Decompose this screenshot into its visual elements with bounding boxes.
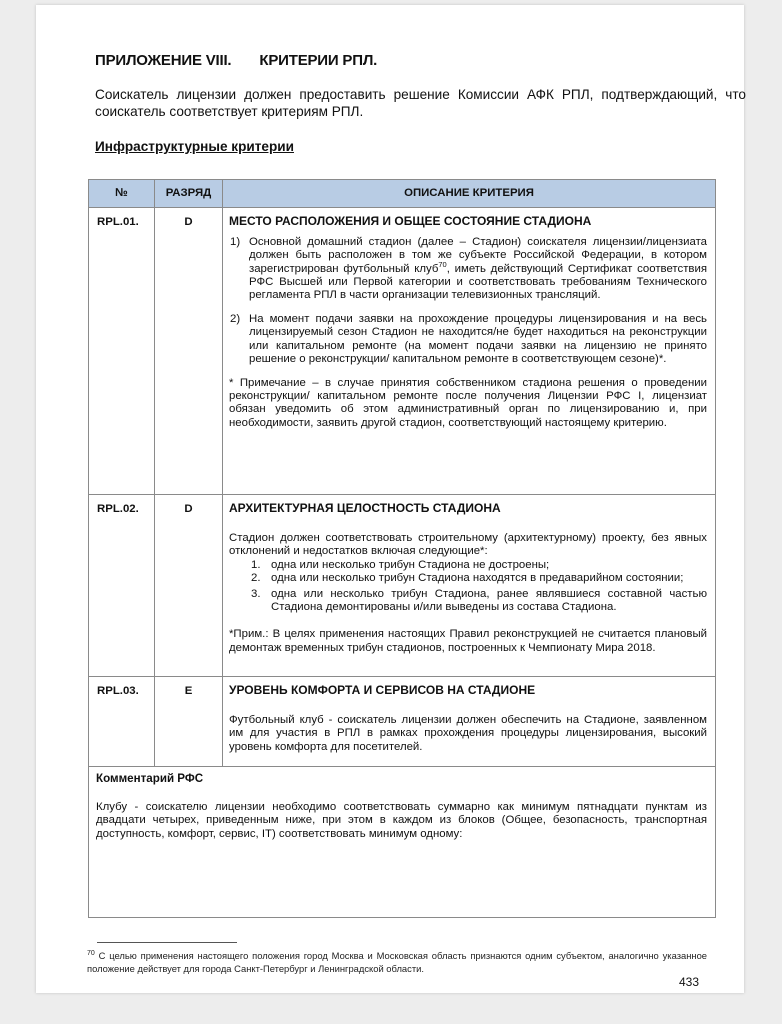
appendix-title: КРИТЕРИИ РПЛ.: [259, 52, 378, 69]
item-text-part: Основной домашний стадион (далее – Стадион) соискателя лицензии/лицензиата должен быть расположен в том же субъекте Российской Федерации, в котором зарегистрирован футбольный клуб: [249, 236, 707, 275]
list-item: [251, 588, 707, 614]
section-heading: Инфраструктурные критерии: [95, 139, 294, 154]
criterion-category: D: [155, 208, 223, 495]
item-text: одна или несколько трибун Стадиона не достроены;: [271, 558, 550, 571]
header-category: РАЗРЯД: [155, 180, 223, 208]
criterion-lead: Футбольный клуб - соискатель лицензии должен обеспечить на Стадионе, заявленном им для участия в РПЛ в рамках прохождения процедуры лицензирования, высокий уровень комфорта для посетителей.: [229, 714, 707, 753]
criterion-note: * Примечание – в случае принятия собственником стадиона решения о проведении реконструкции/ капитальном ремонте после получения Лицензии РФС I, лицензиат обязан уведомить об этом административный орган по лицензированию и, при необходимости, заявить другой стадион, соответствующий настоящему критерию.: [229, 377, 707, 429]
item-text: одна или несколько трибун Стадиона находятся в предаварийном состоянии;: [271, 571, 684, 584]
list-item: [230, 236, 707, 302]
criterion-category: E: [155, 677, 223, 767]
item-number: 2): [230, 313, 241, 326]
page-title: [95, 52, 377, 69]
table-row: [89, 677, 716, 767]
criterion-title: АРХИТЕКТУРНАЯ ЦЕЛОСТНОСТЬ СТАДИОНА: [229, 501, 501, 515]
page-number: 433: [679, 975, 700, 989]
table-row: [89, 495, 716, 677]
comment-row: [89, 767, 716, 918]
footnote-text: С целью применения настоящего положения город Москва и Московская область признаются одним субъектом, аналогично указанное положение действует для города Санкт-Петербург и Ленинградской области.: [87, 950, 707, 974]
footnote: [87, 949, 707, 975]
criterion-description: [223, 208, 716, 495]
list-item: [251, 572, 707, 585]
criterion-category: D: [155, 495, 223, 677]
header-description: ОПИСАНИЕ КРИТЕРИЯ: [223, 180, 716, 208]
item-number: 1): [230, 236, 241, 249]
footnote-mark: 70: [87, 949, 95, 957]
criteria-table: [88, 179, 716, 918]
item-number: 2.: [251, 571, 261, 584]
criterion-number: RPL.02.: [89, 495, 155, 677]
rfs-comment: [89, 767, 716, 918]
criterion-title: МЕСТО РАСПОЛОЖЕНИЯ И ОБЩЕЕ СОСТОЯНИЕ СТАДИОНА: [229, 214, 592, 228]
footnote-separator: [97, 942, 237, 943]
item-text: [249, 236, 707, 302]
document-page: [36, 5, 744, 993]
criterion-note: *Прим.: В целях применения настоящих Правил реконструкцией не считается плановый демонтаж временных трибун стадионов, построенных к Чемпионату Мира 2018.: [229, 628, 707, 654]
item-number: 1.: [251, 558, 261, 571]
footnote-ref[interactable]: 70: [438, 259, 447, 269]
comment-text: Клубу - соискателю лицензии необходимо соответствовать суммарно как минимум пятнадцати пунктам из двадцати четырех, приведенным ниже, при этом в каждом из блоков (Общее, безопасность, транспортная доступность, комфорт, сервис, IT) соответствовать минимум одному:: [96, 801, 707, 840]
appendix-label: ПРИЛОЖЕНИЕ VIII.: [95, 52, 232, 69]
table-header-row: [89, 180, 716, 208]
table-row: [89, 208, 716, 495]
item-number: 3.: [251, 588, 261, 601]
criterion-number: RPL.03.: [89, 677, 155, 767]
list-item: [230, 313, 707, 366]
item-text: одна или несколько трибун Стадиона, ранее являвшиеся составной частью Стадиона демонтированы и/или выведены из состава Стадиона.: [271, 588, 707, 614]
criterion-title: УРОВЕНЬ КОМФОРТА И СЕРВИСОВ НА СТАДИОНЕ: [229, 683, 536, 697]
item-text: На момент подачи заявки на прохождение процедуры лицензирования и на весь лицензируемый сезон Стадион не находится/не будет находиться на реконструкции или капитальном ремонте (на момент подачи заявки на лицензию не принято решение о реконструкции/ капитальном ремонте в соответствующем сезоне)*.: [249, 313, 707, 365]
list-item: [251, 559, 707, 572]
comment-title: Комментарий РФС: [96, 772, 204, 785]
criterion-number: RPL.01.: [89, 208, 155, 495]
header-number: №: [89, 180, 155, 208]
intro-paragraph: Соискатель лицензии должен предоставить решение Комиссии АФК РПЛ, подтверждающий, что соискатель соответствует критериям РПЛ.: [95, 87, 746, 119]
item-text-part: , иметь действующий Сертификат соответствия РФС Высшей или Первой категории и соответствовать требованиям Технического регламента РПЛ в части организации телевизионных трансляций.: [249, 262, 707, 302]
criterion-description: [223, 495, 716, 677]
criterion-lead: Стадион должен соответствовать строительному (архитектурному) проекту, без явных отклонений и недостатков включая следующие*:: [229, 532, 707, 558]
criterion-description: [223, 677, 716, 767]
